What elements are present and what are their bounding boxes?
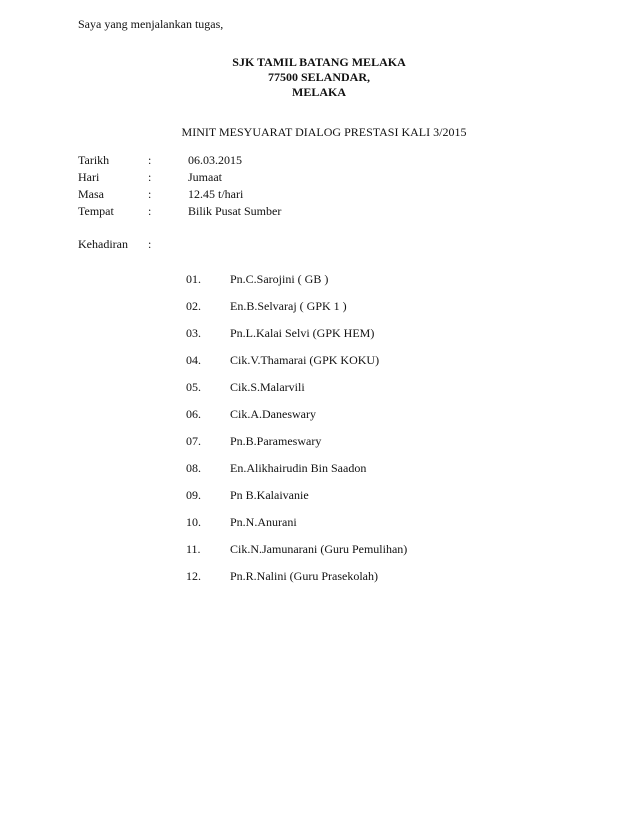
attendee-name: Cik.A.Daneswary	[230, 407, 316, 421]
detail-colon: :	[148, 170, 152, 184]
attendee-name: Pn.C.Sarojini ( GB )	[230, 272, 329, 286]
attendance-label: Kehadiran	[78, 237, 128, 251]
detail-value-hari: Jumaat	[188, 170, 222, 184]
detail-value-tarikh: 06.03.2015	[188, 153, 242, 167]
attendee-name: Pn.R.Nalini (Guru Prasekolah)	[230, 569, 378, 583]
attendee-number: 05.	[186, 380, 201, 394]
minutes-title: MINIT MESYUARAT DIALOG PRESTASI KALI 3/2015	[181, 125, 467, 139]
attendee-number: 06.	[186, 407, 201, 421]
attendee-name: En.B.Selvaraj ( GPK 1 )	[230, 299, 347, 313]
detail-label-tempat: Tempat	[78, 204, 114, 218]
detail-colon: :	[148, 204, 152, 218]
attendee-number: 03.	[186, 326, 201, 340]
attendee-name: Cik.S.Malarvili	[230, 380, 305, 394]
attendee-name: Pn B.Kalaivanie	[230, 488, 309, 502]
detail-label-masa: Masa	[78, 187, 104, 201]
attendee-number: 09.	[186, 488, 201, 502]
attendee-number: 08.	[186, 461, 201, 475]
detail-label-hari: Hari	[78, 170, 100, 184]
attendee-number: 11.	[186, 542, 201, 556]
detail-colon: :	[148, 187, 152, 201]
attendee-number: 04.	[186, 353, 201, 367]
attendee-name: Pn.L.Kalai Selvi (GPK HEM)	[230, 326, 375, 340]
intro-line: Saya yang menjalankan tugas,	[78, 17, 224, 31]
school-postcode-town: 77500 SELANDAR,	[267, 70, 370, 84]
attendee-name: Cik.N.Jamunarani (Guru Pemulihan)	[230, 542, 408, 556]
attendee-name: Cik.V.Thamarai (GPK KOKU)	[230, 353, 380, 367]
attendee-name: Pn.N.Anurani	[230, 515, 297, 529]
attendee-number: 01.	[186, 272, 201, 286]
attendee-number: 07.	[186, 434, 201, 448]
attendee-number: 02.	[186, 299, 201, 313]
attendee-name: Pn.B.Parameswary	[230, 434, 322, 448]
attendee-number: 10.	[186, 515, 201, 529]
school-state: MELAKA	[292, 85, 346, 99]
detail-value-tempat: Bilik Pusat Sumber	[188, 204, 282, 218]
attendee-name: En.Alikhairudin Bin Saadon	[230, 461, 367, 475]
attendee-number: 12.	[186, 569, 201, 583]
attendance-colon: :	[148, 237, 152, 251]
detail-value-masa: 12.45 t/hari	[188, 187, 244, 201]
detail-label-tarikh: Tarikh	[78, 153, 110, 167]
school-name: SJK TAMIL BATANG MELAKA	[232, 55, 406, 69]
detail-colon: :	[148, 153, 152, 167]
